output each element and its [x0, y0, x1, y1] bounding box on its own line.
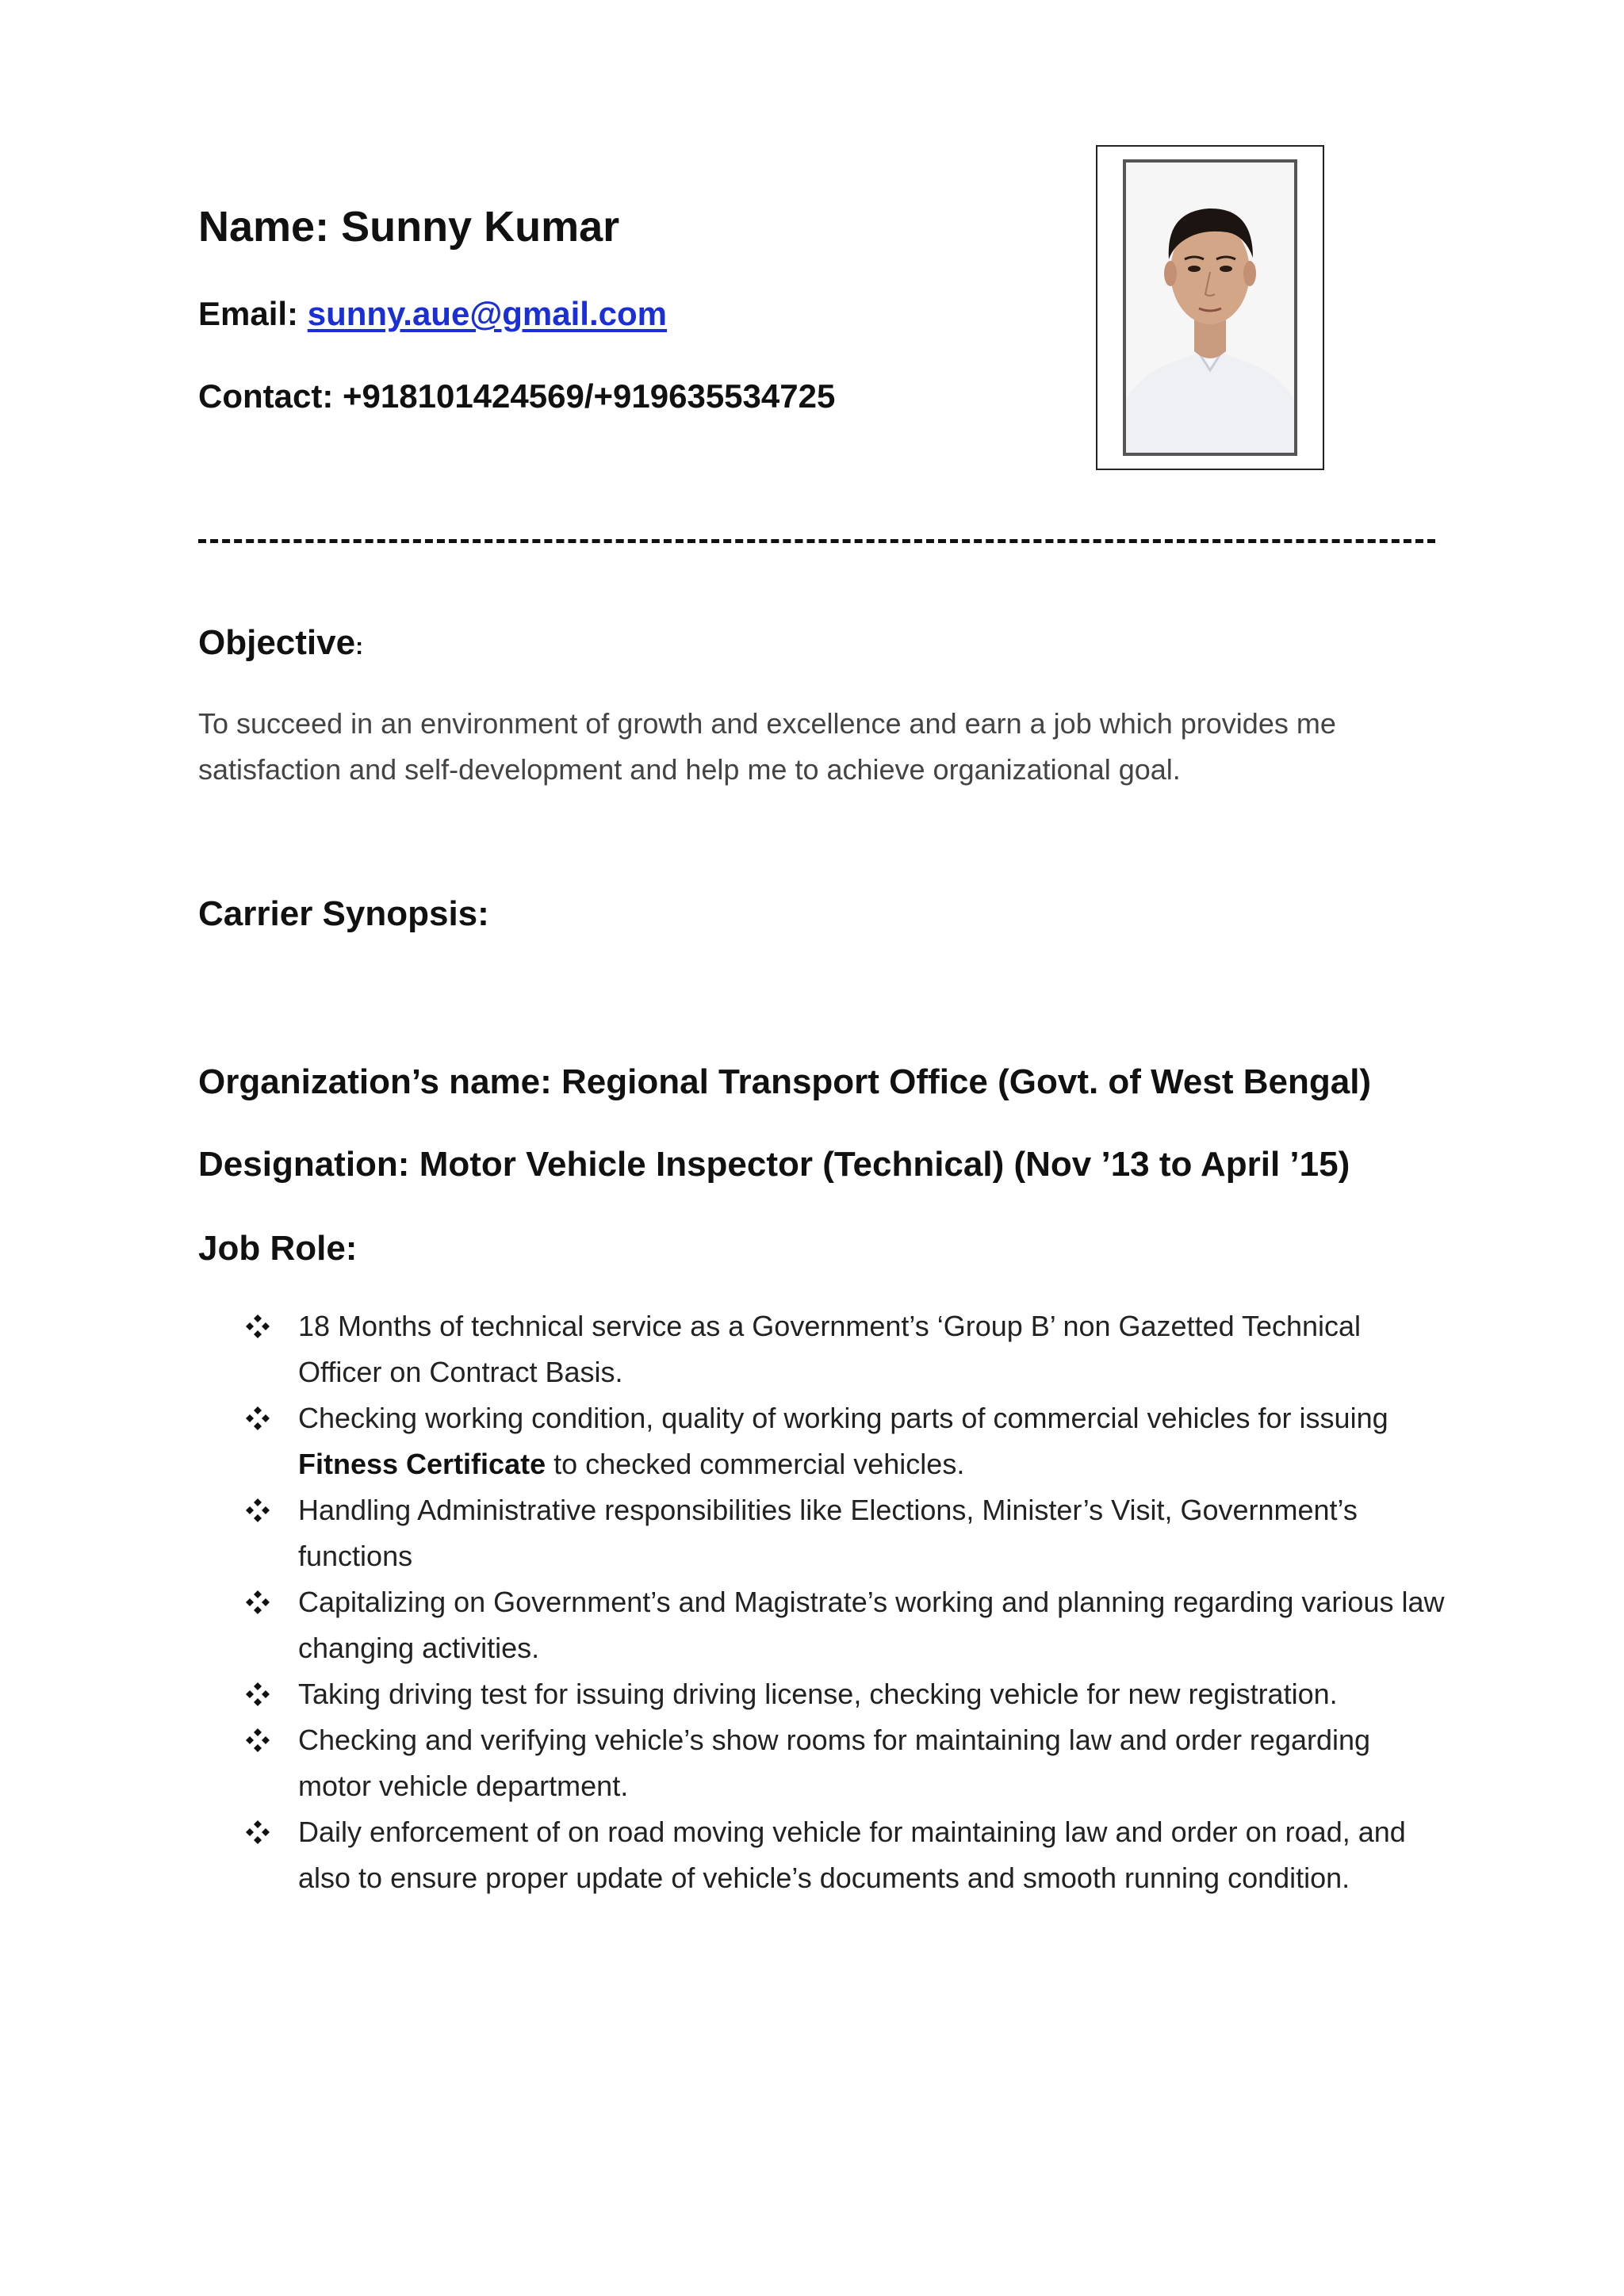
- job-role-heading: Job Role:: [198, 1229, 358, 1268]
- objective-heading-colon: :: [355, 633, 364, 660]
- job-role-item: [246, 1717, 1451, 1809]
- section-divider: [198, 539, 1435, 543]
- objective-text: To succeed in an environment of growth and excellence and earn a job which provides me satisfaction and self-development and help me to achieve organizational goal.: [198, 707, 1336, 786]
- email-line: [198, 295, 667, 333]
- objective-heading: [198, 623, 363, 663]
- organization-line: [198, 1062, 1371, 1102]
- contact-value: +918101424569/+919635534725: [343, 377, 836, 415]
- job-role-item-text: 18 Months of technical service as a Government’s ‘Group B’ non Gazetted Technical Officer on Contract Basis.: [298, 1310, 1362, 1388]
- contact-line: [198, 377, 835, 415]
- profile-photo-image: [1126, 163, 1294, 453]
- carrier-heading-colon: :: [477, 894, 489, 933]
- four-diamond-bullet-icon: [246, 1406, 270, 1430]
- designation-line: [198, 1145, 1350, 1184]
- objective-heading-text: Objective: [198, 623, 356, 662]
- job-role-item-text: Checking and verifying vehicle’s show rooms for maintaining law and order regarding motor vehicle department.: [298, 1724, 1371, 1802]
- job-role-item-text: Capitalizing on Government’s and Magistrate’s working and planning regarding various law changing activities.: [298, 1586, 1445, 1664]
- job-role-item: [246, 1579, 1451, 1671]
- job-role-item-text-after: to checked commercial vehicles.: [546, 1448, 965, 1480]
- profile-photo: [1123, 159, 1297, 456]
- four-diamond-bullet-icon: [246, 1498, 270, 1522]
- email-label: Email:: [198, 295, 299, 332]
- job-role-item-text: Handling Administrative responsibilities like Elections, Minister’s Visit, Government’s functions: [298, 1494, 1358, 1572]
- job-role-item-text: Checking working condition, quality of working parts of commercial vehicles for issuing: [298, 1402, 1388, 1434]
- job-role-item: [246, 1809, 1451, 1901]
- four-diamond-bullet-icon: [246, 1820, 270, 1844]
- four-diamond-bullet-icon: [246, 1682, 270, 1706]
- job-role-item-text: Taking driving test for issuing driving license, checking vehicle for new registration.: [298, 1678, 1338, 1710]
- name-value: Sunny Kumar: [341, 203, 620, 251]
- job-role-item-bold: Fitness Certificate: [298, 1448, 546, 1480]
- photo-frame: [1096, 145, 1324, 470]
- four-diamond-bullet-icon: [246, 1314, 270, 1338]
- job-role-item: [246, 1303, 1451, 1395]
- designation-value: Motor Vehicle Inspector (Technical) (Nov ’13 to April ’15): [419, 1145, 1350, 1184]
- job-role-item: [246, 1395, 1451, 1487]
- organization-value: Regional Transport Office (Govt. of West Bengal): [561, 1062, 1372, 1101]
- name-line: [198, 202, 619, 251]
- four-diamond-bullet-icon: [246, 1728, 270, 1752]
- carrier-synopsis-heading: [198, 894, 489, 934]
- job-role-item: [246, 1671, 1451, 1717]
- name-label: Name:: [198, 203, 330, 251]
- four-diamond-bullet-icon: [246, 1590, 270, 1614]
- carrier-heading-text: Carrier Synopsis: [198, 894, 478, 933]
- designation-label: Designation:: [198, 1145, 410, 1184]
- job-role-item-text: Daily enforcement of on road moving vehicle for maintaining law and order on road, and also to ensure proper update of vehicle’s documents and smooth running condition.: [298, 1816, 1406, 1894]
- organization-label: Organization’s name:: [198, 1062, 552, 1101]
- job-role-list: [246, 1303, 1451, 1901]
- job-role-item: [246, 1487, 1451, 1579]
- email-link[interactable]: sunny.aue@gmail.com: [307, 295, 668, 332]
- contact-label: Contact:: [198, 377, 334, 415]
